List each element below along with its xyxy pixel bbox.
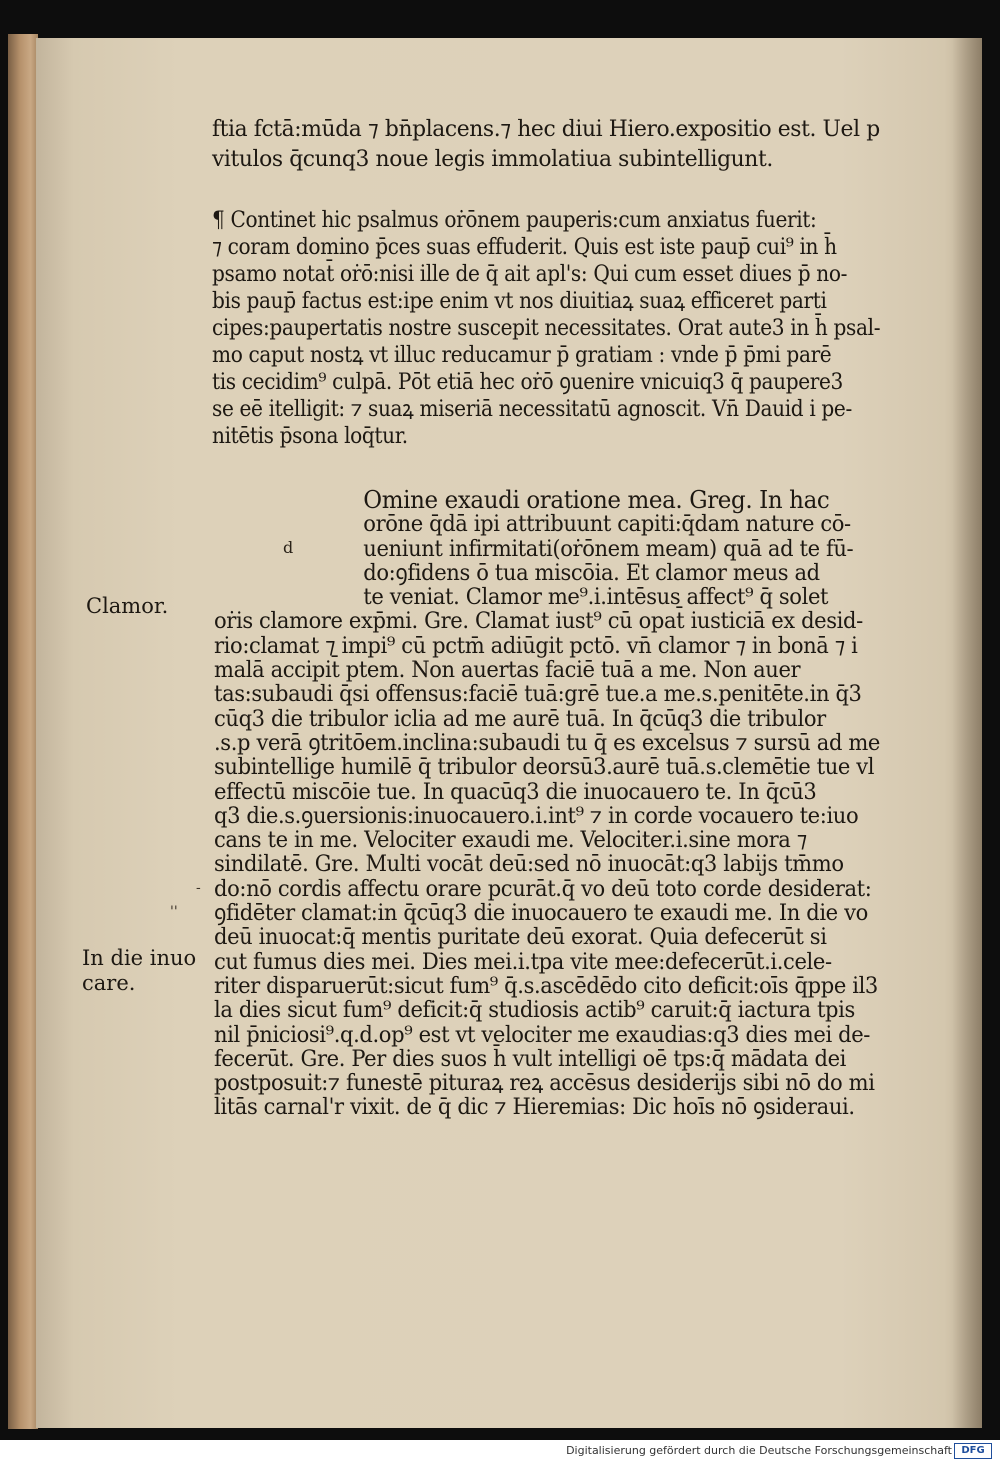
text-line: cūq3 die tribulor iclia ad me aurē tuā. In q̄cūq3 die tribulor [214,706,826,732]
page-gutter-shadow [952,38,982,1428]
text-line: litās carnal'r vixit. de q̄ dic ⁊ Hieremias: Dic hoīs nō ꝯsideraui. [214,1095,855,1121]
text-line: ⁊ coram domino p̄ces suas effuderit. Quis est iste paup̄ cui⁹ in h̄ [212,235,837,260]
footer-bar [0,1440,1000,1461]
book-edge [8,34,38,1429]
text-line: do:nō cordis affectu orare pcurāt.q̄ vo deū toto corde desiderat: [214,876,872,902]
text-line: fecerūt. Gre. Per dies suos h̄ vult intelligi oē tps:q̄ mādata dei [214,1046,847,1072]
text-line: vitulos q̄cunq3 noue legis immolatiua subintelligunt. [212,147,773,172]
text-line: ¶ Continet hic psalmus oṙōnem pauperis:cum anxiatus fuerit: [212,208,817,233]
margin-note-in-die-inuocare: In die inuo care. [82,946,197,995]
stray-mark: '' [170,904,178,920]
text-line: riter disparuerūt:sicut fum⁹ q̄.s.ascēdēdo cito deficit:oīs q̄ppe il3 [214,973,878,999]
intro-paragraph [212,207,943,450]
top-text-block [212,116,885,176]
text-line: nitētis p̄sona loq̄tur. [212,424,408,449]
dfg-logo: DFG [954,1443,992,1459]
commentary-body [214,487,910,1119]
text-line: .s.p verā ꝯtritōem.inclina:subaudi tu q̄ es excelsus ⁊ sursū ad me [214,730,881,756]
text-line: sindilatē. Gre. Multi vocāt deū:sed nō inuocāt:q3 labijs tm̄mo [214,852,844,878]
text-line: ftia fctā:mūda ⁊ bn̄placens.⁊ hec diui Hiero.expositio est. Uel p [212,117,880,142]
text-line: psamo notat̄ oṙō:nisi ille de q̄ ait apl's: Qui cum esset diues p̄ no- [212,262,848,287]
text-line: postposuit:⁊ funestē pituraꝝ reꝝ accēsus desiderijs sibi nō do mi [214,1071,875,1097]
text-line: do:ꝯfidens ō tua miscōia. Et clamor meus ad [363,560,820,586]
text-line: malā accipit̄ ptem. Non auertas faciē tuā a me. Non auer [214,658,801,684]
text-line: orōne q̄dā ipi attribuunt capiti:q̄dam nature cō- [363,512,851,538]
text-line: effectū miscōie tue. In quacūq3 die inuocauero te. In q̄cū3 [214,779,817,805]
text-line: cans te in me. Velociter exaudi me. Velociter.i.sine mora ⁊ [214,828,807,854]
text-line: nil p̄niciosi⁹.q.d.op⁹ est vt velociter me exaudias:q3 dies mei de- [214,1022,871,1048]
text-line: se eē itelligit: ⁊ suaꝝ miseriā necessitatū agnoscit. Vn̄ Dauid i pe- [212,397,852,422]
text-line: rio:clamat ⁊ impi⁹ cū pctm̄ adiūgit pctō. vn̄ clamor ⁊ in bonā ⁊ i [214,633,858,659]
text-line: tas:subaudi q̄si offensus:faciē tuā:grē tue.a me.s.penitēte.in q̄3 [214,682,862,708]
text-line: subintellige humilē q̄ tribulor deorsū3.aurē tuā.s.clemētie tue vl [214,755,875,781]
text-line: la dies sicut fum⁹ deficit:q̄ studiosis actib⁹ caruit:q̄ iactura tpis [214,998,855,1024]
text-line: te veniat. Clamor me⁹.i.intēsus affect⁹ q̄ solet [363,585,829,611]
text-line: cut fumus dies mei. Dies mei.i.tpa vite mee:defecerūt.i.cele- [214,949,832,975]
stray-mark: - [196,880,201,896]
text-line: oṙis clamore exp̄mi. Gre. Clamat iust⁹ cū opat̄ iusticiā ex desid- [214,609,863,635]
margin-note-clamor: Clamor. [86,594,169,618]
text-line: tis cecidim⁹ culpā. Pōt etiā hec oṙō ꝯuenire vnicuiq3 q̄ paupere3 [212,370,843,395]
text-line: ꝯfidēter clamat:in q̄cūq3 die inuocauero te exaudi me. In die vo [214,901,868,927]
text-line: mo caput nostꝝ vt illuc reducamur p̄ gratiam : vnde p̄ p̄mi parē [212,343,832,368]
text-line: ueniunt infirmitati(oṙōnem meam) quā ad te fū- [363,536,854,562]
text-line: Omine exaudi oratione mea. Greg. In hac [363,486,830,514]
text-line: cipes:paupertatis nostre suscepit necessitates. Orat aute3 in h̄ psal- [212,316,881,341]
initial-guide-letter: d [283,538,294,557]
text-line: deū inuocat:q̄ mentis puritate deū exorat. Quia defecerūt si [214,925,827,951]
text-line: bis paup̄ factus est:ipe enim vt nos diuitiaꝝ suaꝝ efficeret parti [212,289,827,314]
footer-credit: Digitalisierung gefördert durch die Deutsche Forschungsgemeinschaft [566,1444,952,1457]
text-line: q3 die.s.ꝯuersionis:inuocauero.i.int⁹ ⁊ in corde vocauero te:iuo [214,803,859,829]
